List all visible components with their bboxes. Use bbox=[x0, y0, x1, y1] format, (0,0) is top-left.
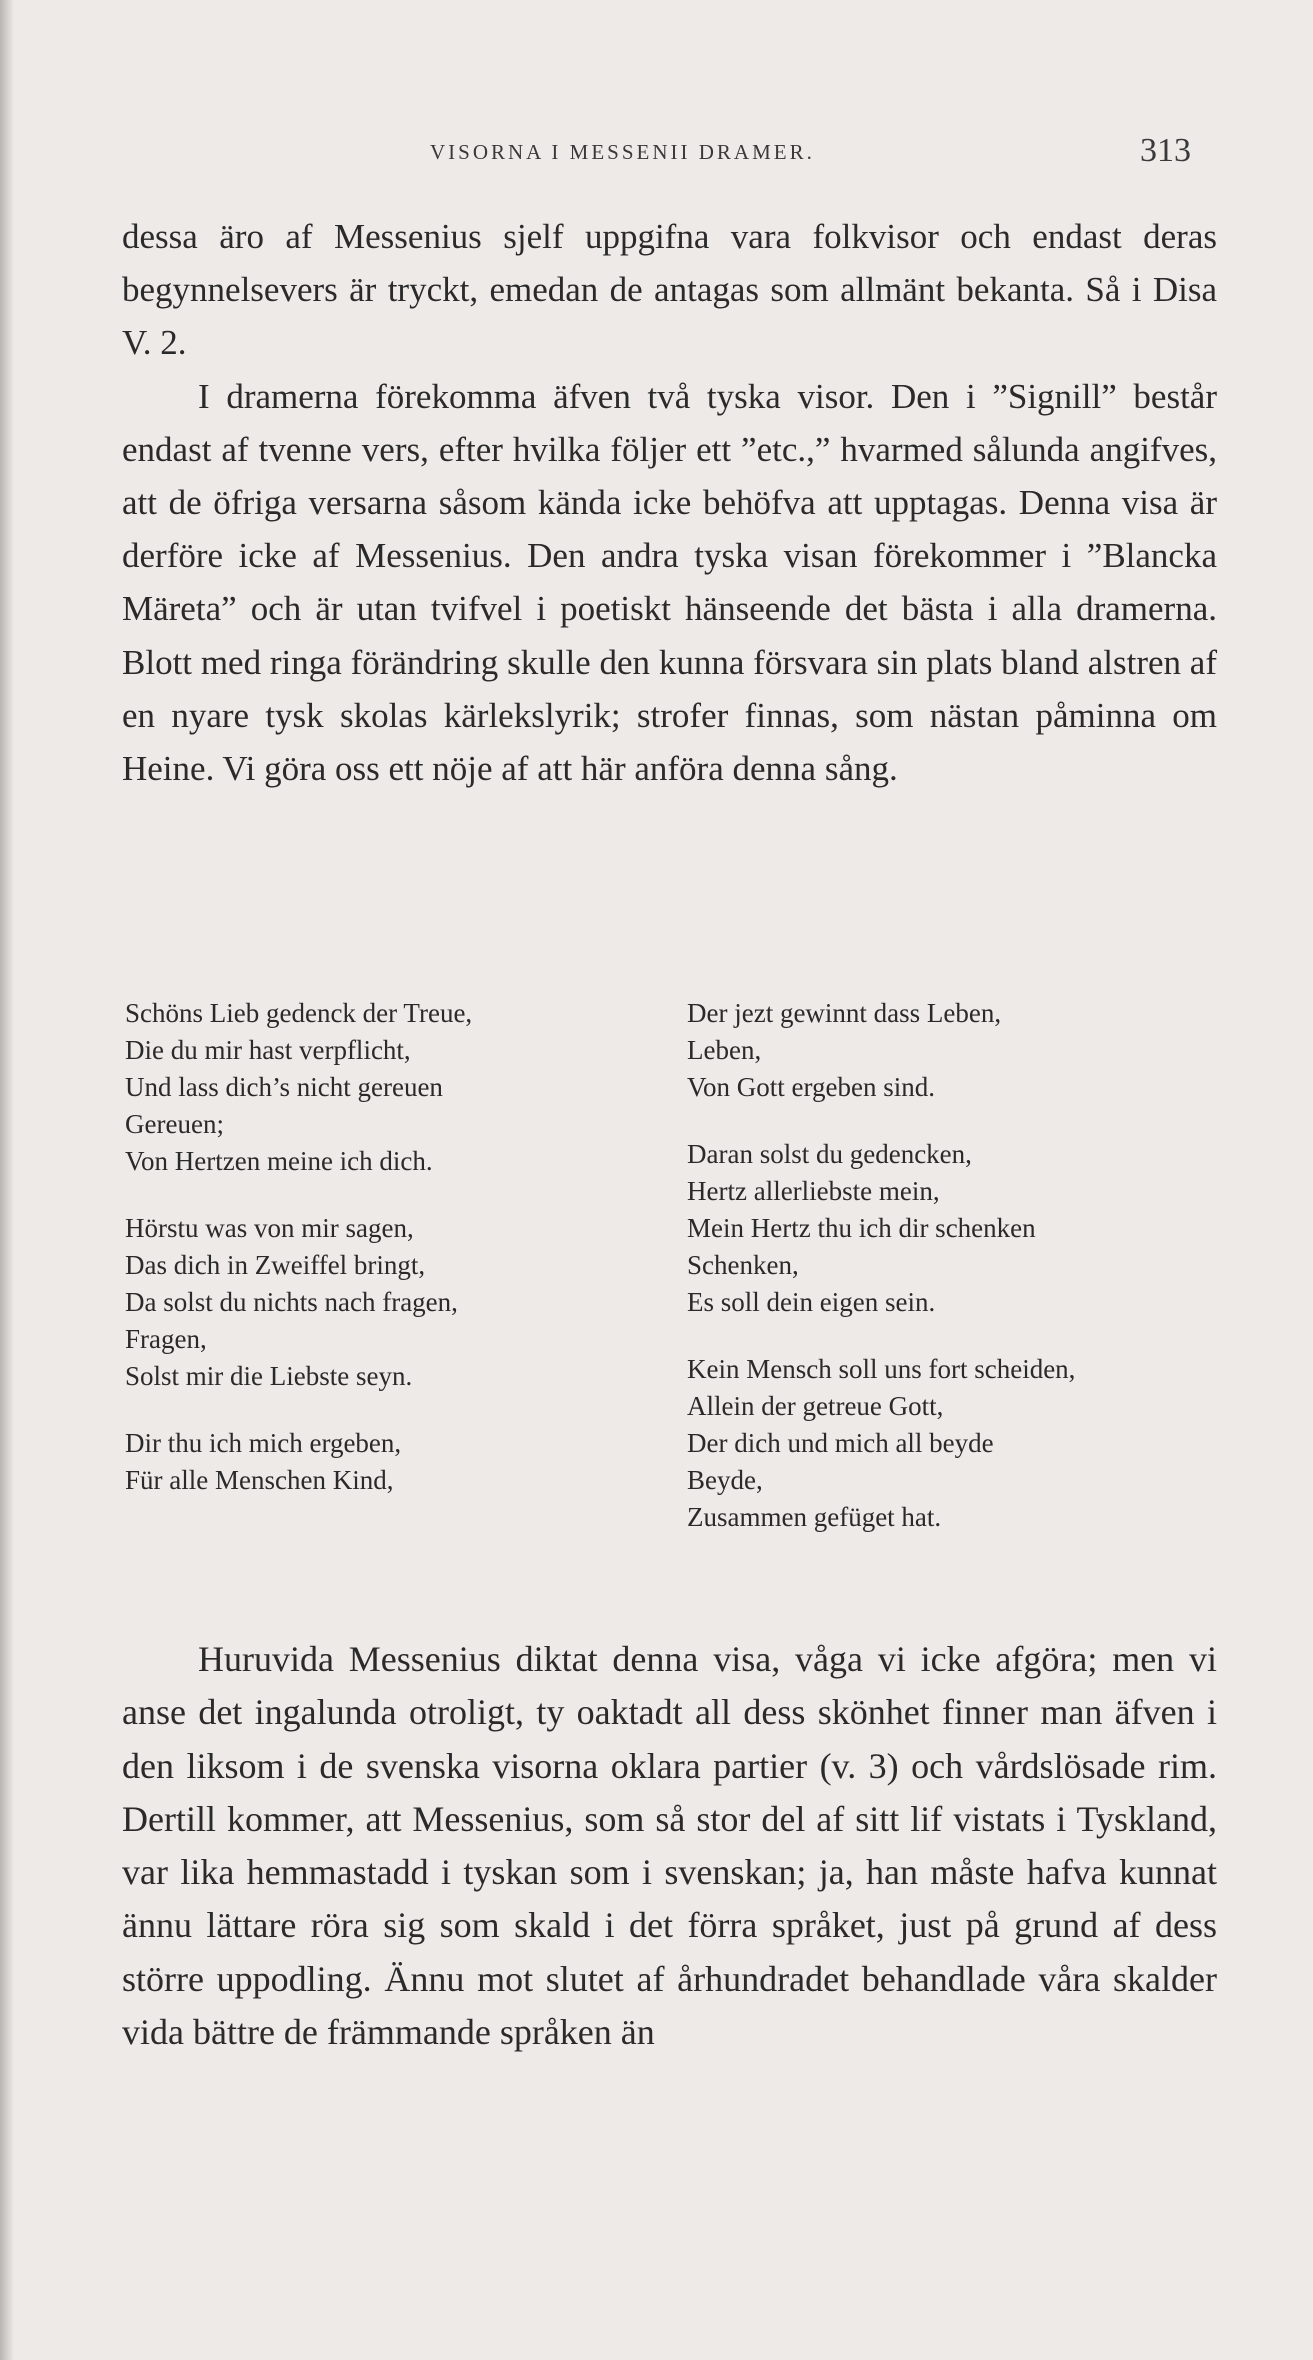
poem-line: Für alle Menschen Kind, bbox=[125, 1465, 394, 1495]
poem-line: Das dich in Zweiffel bringt, bbox=[125, 1250, 426, 1280]
poem-line: Die du mir hast verpflicht, bbox=[125, 1035, 411, 1065]
poem-line: Und lass dich’s nicht gereuen bbox=[125, 1072, 443, 1102]
poem-line: Da solst du nichts nach fragen, bbox=[125, 1287, 458, 1317]
poem-line: Mein Hertz thu ich dir schenken bbox=[687, 1213, 1036, 1243]
poem-line: Hörstu was von mir sagen, bbox=[125, 1213, 414, 1243]
poem-stanza bbox=[687, 1351, 1247, 1536]
paragraph-2: I dramerna förekomma äfven två tyska visor. Den i ”Signill” består endast af tvenne vers, efter hvilka följer ett ”etc.,” hvarmed sålunda angifves, att de öfriga versarna såsom kända icke behöfva att upptagas. Denna visa är derföre icke af Messenius. Den andra tyska visan förekommer i ”Blancka Märeta” och är utan tvifvel i poetiskt hänseende det bästa i alla dramerna. Blott med ringa förändring skulle den kunna försvara sin plats bland alstren af en nyare tysk skolas kärlekslyrik; strofer finnas, som nästan påminna om Heine. Vi göra oss ett nöje af att här anföra denna sång. bbox=[122, 376, 1217, 789]
page-number: 313 bbox=[1140, 132, 1191, 169]
poem-stanza bbox=[125, 1425, 665, 1499]
poem-line: Fragen, bbox=[125, 1324, 207, 1354]
poem-line: Daran solst du gedencken, bbox=[687, 1139, 972, 1169]
poem-line: Der dich und mich all beyde bbox=[687, 1428, 994, 1458]
poem-stanza bbox=[125, 1210, 665, 1395]
poem-stanza bbox=[687, 1136, 1247, 1321]
body-text-bottom bbox=[122, 1633, 1217, 2059]
poem-line: Zusammen gefüget hat. bbox=[687, 1502, 942, 1532]
poem-line: Gereuen; bbox=[125, 1109, 224, 1139]
body-text-top bbox=[122, 210, 1217, 795]
poem-line: Hertz allerliebste mein, bbox=[687, 1176, 940, 1206]
poem-line: Schöns Lieb gedenck der Treue, bbox=[125, 998, 473, 1028]
poem-line: Schenken, bbox=[687, 1250, 799, 1280]
poem-line: Dir thu ich mich ergeben, bbox=[125, 1428, 402, 1458]
poem-line: Allein der getreue Gott, bbox=[687, 1391, 944, 1421]
running-head: VISORNA I MESSENII DRAMER. bbox=[430, 140, 815, 164]
poem-stanza bbox=[687, 995, 1247, 1106]
paragraph-3: Huruvida Messenius diktat denna visa, våga vi icke afgöra; men vi anse det ingalunda otroligt, ty oaktadt all dess skönhet finner man äfven i den liksom i de svenska visorna oklara partier (v. 3) och vårdslösade rim. Dertill kommer, att Messenius, som så stor del af sitt lif vistats i Tyskland, var lika hemmastadd i tyskan som i svenskan; ja, han måste hafva kunnat ännu lättare röra sig som skald i det förra språket, just på grund af dess större uppodling. Ännu mot slutet af århundradet behandlade våra skalder vida bättre de främmande språken än bbox=[122, 1639, 1217, 2053]
poem-line: Von Gott ergeben sind. bbox=[687, 1072, 935, 1102]
poem-line: Solst mir die Liebste seyn. bbox=[125, 1361, 413, 1391]
poem-line: Von Hertzen meine ich dich. bbox=[125, 1146, 433, 1176]
page-header bbox=[0, 132, 1313, 172]
poem-line: Leben, bbox=[687, 1035, 762, 1065]
poem-stanza bbox=[125, 995, 665, 1180]
page-edge-shadow bbox=[0, 0, 14, 2360]
poem-left-column bbox=[125, 995, 665, 1529]
poem-right-column bbox=[687, 995, 1247, 1566]
paragraph-1: dessa äro af Messenius sjelf uppgifna vara folkvisor och endast deras begynnelsevers är tryckt, emedan de antagas som allmänt bekanta. Så i Disa V. 2. bbox=[122, 217, 1217, 363]
poem-line: Der jezt gewinnt dass Leben, bbox=[687, 998, 1002, 1028]
poem-line: Kein Mensch soll uns fort scheiden, bbox=[687, 1354, 1076, 1384]
poem-line: Beyde, bbox=[687, 1465, 763, 1495]
poem-line: Es soll dein eigen sein. bbox=[687, 1287, 936, 1317]
